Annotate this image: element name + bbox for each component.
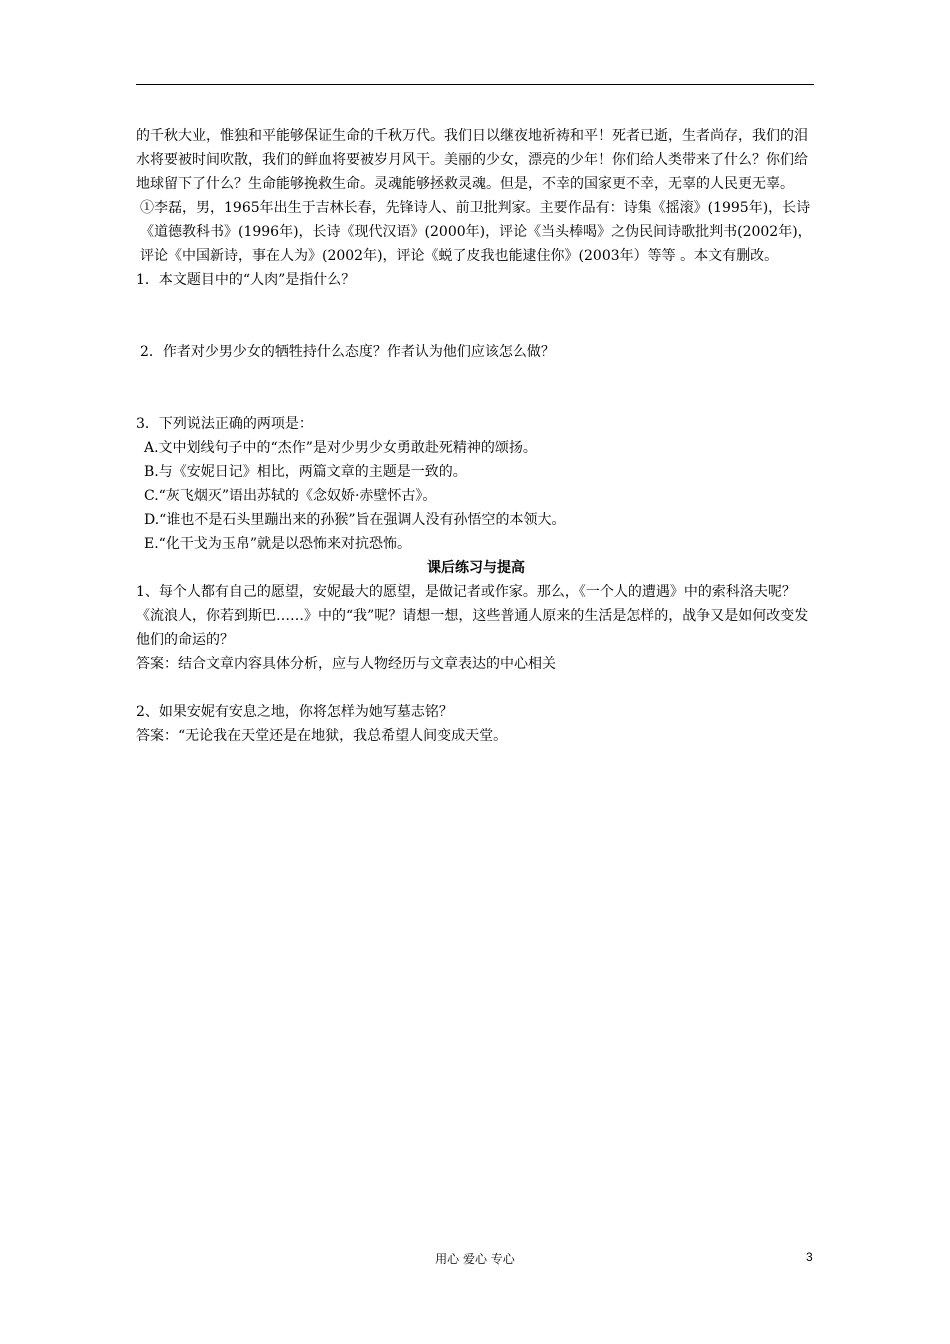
option-d: D.“谁也不是石头里蹦出来的孙猴”旨在强调人没有孙悟空的本领大。 bbox=[144, 512, 566, 528]
document-body bbox=[136, 124, 816, 748]
footer-text: 用心 爱心 专心 bbox=[435, 1252, 515, 1266]
option-e: E.“化干戈为玉帛”就是以恐怖来对抗恐怖。 bbox=[144, 536, 411, 552]
question-1: 1．本文题目中的“人肉”是指什么？ bbox=[136, 272, 356, 288]
section-title: 课后练习与提高 bbox=[427, 560, 525, 576]
answer-space bbox=[136, 364, 816, 412]
answer-space bbox=[136, 292, 816, 340]
exercise-1-answer: 答案：结合文章内容具体分析，应与人物经历与文章表达的中心相关 bbox=[136, 656, 556, 672]
exercise-2-answer: 答案：“无论我在天堂还是在地狱，我总希望人间变成天堂。 bbox=[136, 728, 508, 744]
header-rule bbox=[136, 84, 814, 85]
exercise-2-question: 2、如果安妮有安息之地，你将怎样为她写墓志铭？ bbox=[136, 704, 453, 720]
exercise-1-question: 1、每个人都有自己的愿望，安妮最大的愿望，是做记者或作家。那么，《一个人的遭遇》中的索科洛夫呢？《流浪人，你若到斯巴……》中的“我”呢？请想一想，这些普通人原来的生活是怎样的，战争又是如何改变发他们的命运的？ bbox=[136, 584, 809, 648]
option-b: B.与《安妮日记》相比，两篇文章的主题是一致的。 bbox=[144, 464, 467, 480]
question-3: 3．下列说法正确的两项是： bbox=[136, 416, 313, 432]
body-paragraph: 的千秋大业，惟独和平能够保证生命的千秋万代。我们日以继夜地祈祷和平！死者已逝，生者尚存，我们的泪水将要被时间吹散，我们的鲜血将要被岁月风干。美丽的少女，漂亮的少年！你们给人类带来了什么？你们给地球留下了什么？生命能够挽救生命。灵魂能够拯救灵魂。但是，不幸的国家更不幸，无辜的人民更无辜。 bbox=[136, 128, 808, 192]
author-note: ①李磊，男，1965年出生于吉林长春，先锋诗人、前卫批判家。主要作品有：诗集《摇滚》(1995年)，长诗《道德教科书》(1996年)，长诗《现代汉语》(2000年)，评论《当头棒喝》之伪民间诗歌批判书(2002年)，评论《中国新诗，事在人为》(2002年)，评论《蜕了皮我也能逮住你》(2003年）等等 。本文有删改。 bbox=[140, 200, 812, 264]
page-number: 3 bbox=[806, 1250, 813, 1264]
option-c: C.“灰飞烟灭”语出苏轼的《念奴娇·赤壁怀古》。 bbox=[144, 488, 437, 504]
question-2: 2．作者对少男少女的牺牲持什么态度？作者认为他们应该怎么做？ bbox=[140, 344, 555, 360]
option-a: A.文中划线句子中的“杰作”是对少男少女勇敢赴死精神的颂扬。 bbox=[144, 440, 537, 456]
blank-line bbox=[136, 676, 816, 700]
